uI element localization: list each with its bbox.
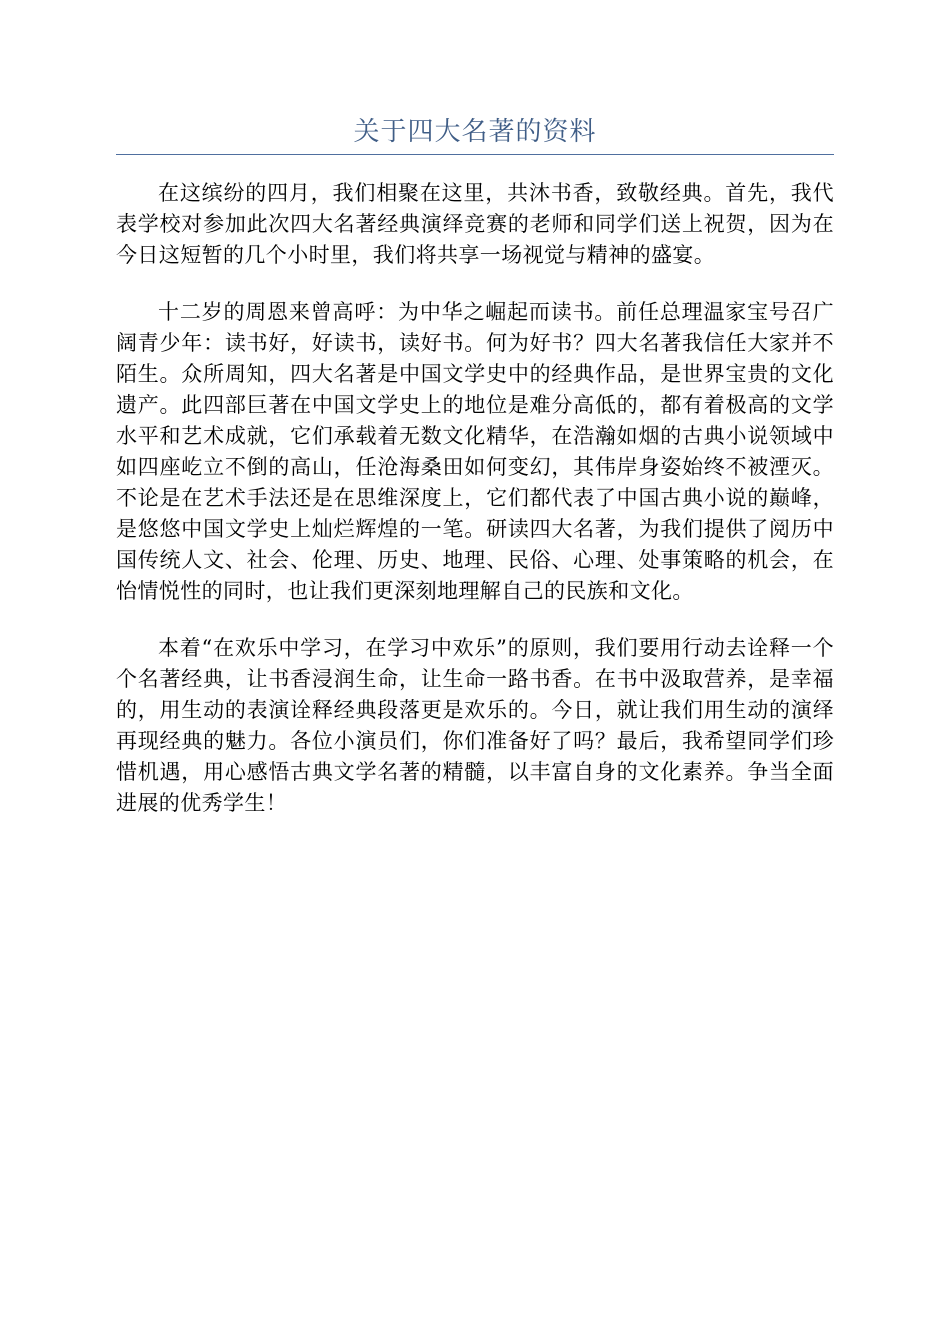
paragraph-2: 十二岁的周恩来曾高呼：为中华之崛起而读书。前任总理温家宝号召广阔青少年：读书好，好读书，读好书。何为好书？四大名著我信任大家并不陌生。众所周知，四大名著是中国文学史中的经典作品，是世界宝贵的文化遗产。此四部巨著在中国文学史上的地位是难分高低的，都有着极高的文学水平和艺术成就，它们承载着无数文化精华，在浩瀚如烟的古典小说领域中如四座屹立不倒的高山，任沧海桑田如何变幻，其伟岸身姿始终不被湮灭。不论是在艺术手法还是在思维深度上，它们都代表了中国古典小说的巅峰，是悠悠中国文学史上灿烂辉煌的一笔。研读四大名著，为我们提供了阅历中国传统人文、社会、伦理、历史、地理、民俗、心理、处事策略的机会，在怡情悦性的同时，也让我们更深刻地理解自己的民族和文化。 — [116, 300, 834, 603]
document-body — [116, 178, 834, 845]
document-title: 关于四大名著的资料 — [353, 117, 597, 147]
paragraph-3: 本着“在欢乐中学习，在学习中欢乐”的原则，我们要用行动去诠释一个个名著经典，让书香浸润生命，让生命一路书香。在书中汲取营养，是幸福的，用生动的表演诠释经典段落更是欢乐的。今日，就让我们用生动的演绎再现经典的魅力。各位小演员们，你们准备好了吗？最后，我希望同学们珍惜机遇，用心感悟古典文学名著的精髓，以丰富自身的文化素养。争当全面进展的优秀学生！ — [116, 636, 834, 815]
title-underline-divider — [116, 154, 834, 155]
paragraph-1: 在这缤纷的四月，我们相聚在这里，共沐书香，致敬经典。首先，我代表学校对参加此次四大名著经典演绎竞赛的老师和同学们送上祝贺，因为在今日这短暂的几个小时里，我们将共享一场视觉与精神的盛宴。 — [116, 181, 834, 267]
